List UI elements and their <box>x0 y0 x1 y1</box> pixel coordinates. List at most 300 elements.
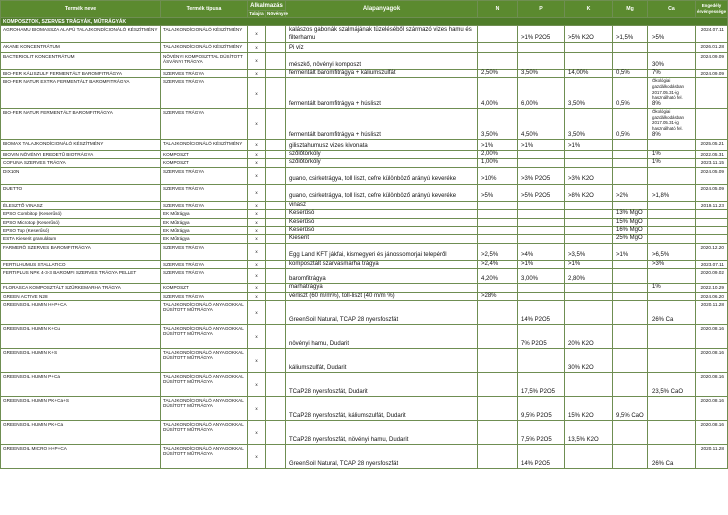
ca-cell <box>648 301 696 325</box>
product-name-cell: EPSO Combitop (Keserűsó) <box>1 210 161 218</box>
product-type-cell: KOMPOSZT <box>161 159 248 167</box>
table-row <box>1 78 728 109</box>
product-name-cell: BIOVIN NÖVÉNYI EREDETŰ BIOTRÁGYA <box>1 150 161 158</box>
k-cell: 3,50% <box>565 109 613 140</box>
table-row <box>1 218 728 226</box>
product-name-cell: GREEN ACTIVE N28 <box>1 292 161 300</box>
mg-cell: 9,5% CaO <box>613 397 648 421</box>
application-foliar-cell <box>266 325 286 349</box>
n-cell: 3,50% <box>478 109 518 140</box>
application-foliar-cell <box>266 159 286 167</box>
ca-cell <box>648 210 696 218</box>
application-soil-cell: x <box>248 421 266 445</box>
ca-value: 1% <box>652 159 661 166</box>
header-n: N <box>478 1 518 18</box>
n-cell: >2,4% <box>478 260 518 268</box>
product-name-cell: BIO-FER NATUR EXTRA FERMENTÁLT BAROMFITRÁGYA <box>1 78 161 109</box>
product-name-cell: GREENSOIL MICRO H+P+CA <box>1 445 161 469</box>
n-cell <box>478 349 518 373</box>
table-row <box>1 26 728 43</box>
p-cell <box>518 292 565 300</box>
product-name-cell: GREENSOIL HUMIN P+Ca <box>1 373 161 397</box>
n-cell: 4,20% <box>478 269 518 284</box>
application-foliar-cell <box>266 421 286 445</box>
product-type-cell: KOMPOSZT <box>161 284 248 292</box>
validity-date-cell: 2022.05.31 <box>696 150 728 158</box>
validity-date-cell: 2024.09.09 <box>696 70 728 78</box>
application-foliar-cell <box>266 109 286 140</box>
application-foliar-cell <box>266 53 286 70</box>
p-cell: 14% P2O5 <box>518 445 565 469</box>
k-cell: >8% K2O <box>565 184 613 201</box>
application-foliar-cell <box>266 397 286 421</box>
p-cell: >4% <box>518 243 565 260</box>
application-foliar-cell <box>266 260 286 268</box>
application-soil-cell: x <box>248 227 266 235</box>
mg-cell <box>613 445 648 469</box>
k-cell <box>565 201 613 209</box>
ingredients-cell: Keserűsó <box>286 210 478 218</box>
table-row <box>1 43 728 53</box>
n-cell <box>478 235 518 243</box>
mg-cell <box>613 159 648 167</box>
k-cell <box>565 292 613 300</box>
header-ca: Ca <box>648 1 696 18</box>
ingredients-cell: Keserűsó <box>286 227 478 235</box>
ingredients-cell: mészkő, növényi komposzt <box>286 53 478 70</box>
header-application: Alkalmazás <box>248 1 286 11</box>
ca-cell <box>648 325 696 349</box>
ca-value: >6,5% <box>652 252 670 259</box>
table-row <box>1 201 728 209</box>
application-soil-cell: x <box>248 53 266 70</box>
ca-cell <box>648 284 696 292</box>
ca-cell <box>648 184 696 201</box>
product-name-cell: COFUNA SZERVES TRÁGYA <box>1 159 161 167</box>
n-cell <box>478 218 518 226</box>
table-row <box>1 167 728 184</box>
application-soil-cell: x <box>248 167 266 184</box>
k-cell: 3,50% <box>565 78 613 109</box>
ingredients-cell: szőlőtörköly <box>286 159 478 167</box>
p-cell: 7,5% P2O5 <box>518 421 565 445</box>
header-validity: Engedély érvényessége <box>696 1 728 18</box>
product-name-cell: BIO-FER NATUR FERMENTÁLT BAROMFITRÁGYA <box>1 109 161 140</box>
table-row <box>1 70 728 78</box>
product-type-cell: TALAJKONDÍCIONÁLÓ ANYAGOKKAL DÚSÍTOTT MŰTRÁGYA <box>161 421 248 445</box>
application-foliar-cell <box>266 78 286 109</box>
header-application-foliar: Növényre <box>267 11 288 16</box>
validity-date-cell <box>696 218 728 226</box>
k-cell: >3% K2O <box>565 167 613 184</box>
n-cell: >10% <box>478 167 518 184</box>
product-type-cell: TALAJKONDÍCIONÁLÓ ANYAGOKKAL DÚSÍTOTT MŰTRÁGYA <box>161 373 248 397</box>
ca-value: 23,5% CaO <box>652 388 684 395</box>
product-type-cell: TALAJKONDÍCIONÁLÓ KÉSZÍTMÉNY <box>161 43 248 53</box>
p-cell: >5% P2O5 <box>518 184 565 201</box>
table-row <box>1 235 728 243</box>
product-type-cell: TALAJKONDÍCIONÁLÓ ANYAGOKKAL DÚSÍTOTT MŰTRÁGYA <box>161 325 248 349</box>
ingredients-cell: növényi hamu, Dudarit <box>286 325 478 349</box>
n-cell <box>478 325 518 349</box>
n-cell <box>478 43 518 53</box>
application-foliar-cell <box>266 201 286 209</box>
header-ingredients: Alapanyagok <box>286 1 478 18</box>
n-cell <box>478 397 518 421</box>
product-type-cell: SZERVES TRÁGYA <box>161 260 248 268</box>
validity-date-cell <box>696 210 728 218</box>
p-cell: 7% P2O5 <box>518 325 565 349</box>
product-name-cell: ESTA Kieserit granulátum <box>1 235 161 243</box>
p-cell <box>518 43 565 53</box>
application-soil-cell: x <box>248 184 266 201</box>
mg-cell <box>613 260 648 268</box>
validity-date-cell: 2024.06.20 <box>696 292 728 300</box>
application-foliar-cell <box>266 292 286 300</box>
p-cell <box>518 159 565 167</box>
k-cell <box>565 218 613 226</box>
ca-cell <box>648 109 696 140</box>
k-cell: 15% K2O <box>565 397 613 421</box>
ca-cell <box>648 349 696 373</box>
product-name-cell: FARMERÖ SZERVES BAROMFITRÁGYA <box>1 243 161 260</box>
ingredients-cell: kalászos gabonák szalmájának tüzeléséből származó vizes hamu és filterhamu <box>286 26 478 43</box>
table-row <box>1 349 728 373</box>
ca-value: 1% <box>652 150 661 157</box>
mg-cell <box>613 284 648 292</box>
product-name-cell: BIO-FER KÁLISZULF FERMENTÁLT BAROMFITRÁGYA <box>1 70 161 78</box>
ca-cell <box>648 260 696 268</box>
application-soil-cell: x <box>248 210 266 218</box>
ca-value: 30% <box>652 61 665 68</box>
application-foliar-cell <box>266 373 286 397</box>
validity-date-cell: 2020.08.16 <box>696 397 728 421</box>
ca-cell <box>648 201 696 209</box>
table-row <box>1 421 728 445</box>
n-cell <box>478 445 518 469</box>
product-type-cell: SZERVES TRÁGYA <box>161 70 248 78</box>
ingredients-cell: TCaP28 nyersfoszfát, Dudarit <box>286 373 478 397</box>
mg-cell <box>613 43 648 53</box>
table-row <box>1 184 728 201</box>
k-cell <box>565 235 613 243</box>
k-cell: >3,5% <box>565 243 613 260</box>
ca-cell <box>648 159 696 167</box>
table-row <box>1 269 728 284</box>
header-mg: Mg <box>613 1 648 18</box>
product-type-cell: TALAJKONDÍCIONÁLÓ ANYAGOKKAL DÚSÍTOTT MŰTRÁGYA <box>161 397 248 421</box>
k-cell <box>565 43 613 53</box>
application-foliar-cell <box>266 349 286 373</box>
application-soil-cell: x <box>248 26 266 43</box>
k-cell: 30% K2O <box>565 349 613 373</box>
ca-value: 26% Ca <box>652 316 674 323</box>
validity-date-cell: 2019.11.23 <box>696 201 728 209</box>
ca-value: >1,8% <box>652 193 670 200</box>
application-soil-cell: x <box>248 218 266 226</box>
application-soil-cell: x <box>248 325 266 349</box>
n-cell: >5% <box>478 184 518 201</box>
ca-cell <box>648 243 696 260</box>
p-cell <box>518 53 565 70</box>
ca-note: Ökológiai gazdálkodásban 2017.05.31-ig használható fel. <box>652 78 684 101</box>
product-name-cell: GREENSOIL HUMIN K+S <box>1 349 161 373</box>
table-row <box>1 210 728 218</box>
validity-date-cell: 2025.05.21 <box>696 139 728 150</box>
section-row <box>1 18 728 26</box>
table-row <box>1 159 728 167</box>
mg-cell <box>613 421 648 445</box>
n-cell <box>478 373 518 397</box>
ca-value: >5% <box>652 34 665 41</box>
header-p: P <box>518 1 565 18</box>
application-soil-cell: x <box>248 159 266 167</box>
ingredients-cell: komposztált szarvasmarha trágya <box>286 260 478 268</box>
mg-cell <box>613 373 648 397</box>
k-cell <box>565 373 613 397</box>
n-cell: 1,00% <box>478 159 518 167</box>
mg-cell: 13% MgO <box>613 210 648 218</box>
product-name-cell: ÉLESZTŐ VINASZ <box>1 201 161 209</box>
ca-cell <box>648 269 696 284</box>
ingredients-cell: fermentált baromfitrágya + húsliszt <box>286 78 478 109</box>
ca-value: >3% <box>652 260 665 267</box>
ingredients-cell: guano, csirketrágya, toll liszt, cefre különböző arányú keveréke <box>286 184 478 201</box>
ingredients-cell: GreenSoil Natural, TCAP 28 nyersfoszfát <box>286 445 478 469</box>
k-cell: >1% <box>565 139 613 150</box>
mg-cell <box>613 150 648 158</box>
application-soil-cell: x <box>248 284 266 292</box>
ca-value: 26% Ca <box>652 460 674 467</box>
n-cell <box>478 210 518 218</box>
product-name-cell: FLORASCA KOMPOSZTÁLT SZÜRKEMARHA TRÁGYA <box>1 284 161 292</box>
k-cell: 13,5% K2O <box>565 421 613 445</box>
mg-cell: >2% <box>613 184 648 201</box>
ingredients-cell: baromfitrágya <box>286 269 478 284</box>
product-name-cell: GREENSOIL HUMIN PK+Ca <box>1 421 161 445</box>
validity-date-cell <box>696 109 728 140</box>
ca-value: 8% <box>652 131 661 138</box>
ca-cell <box>648 421 696 445</box>
ingredients-cell: TCaP28 nyersfoszfát, káliumszulfát, Dudarit <box>286 397 478 421</box>
application-soil-cell: x <box>248 445 266 469</box>
application-soil-cell: x <box>248 109 266 140</box>
product-type-cell: TALAJKONDÍCIONÁLÓ ANYAGOKKAL DÚSÍTOTT MŰTRÁGYA <box>161 445 248 469</box>
product-type-cell: EK Műtrágya <box>161 218 248 226</box>
ca-value: 1% <box>652 284 661 291</box>
ingredients-cell: Pi víz <box>286 43 478 53</box>
k-cell: >5% K2O <box>565 26 613 43</box>
product-name-cell: BIOMAX TALAJKONDÍCIONÁLÓ KÉSZÍTMÉNY <box>1 139 161 150</box>
application-foliar-cell <box>266 301 286 325</box>
application-soil-cell: x <box>248 70 266 78</box>
product-type-cell: EK Műtrágya <box>161 210 248 218</box>
table-row <box>1 301 728 325</box>
ca-cell <box>648 397 696 421</box>
ca-note: Ökológiai gazdálkodásban 2017.05.31-ig használható fel. <box>652 109 684 131</box>
ca-value: 7% <box>652 70 661 76</box>
table-row <box>1 227 728 235</box>
table-row <box>1 292 728 300</box>
product-name-cell: FERTIPLUS NPK 4-3-3 BAROMFI SZERVES TRÁGYA PELLET <box>1 269 161 284</box>
ca-value: 8% <box>652 100 661 107</box>
ca-cell <box>648 53 696 70</box>
application-soil-cell: x <box>248 150 266 158</box>
application-soil-cell: x <box>248 373 266 397</box>
validity-date-cell: 2020.08.16 <box>696 373 728 397</box>
n-cell: >2,5% <box>478 243 518 260</box>
n-cell <box>478 26 518 43</box>
application-soil-cell: x <box>248 349 266 373</box>
header-k: K <box>565 1 613 18</box>
product-name-cell: GREENSOIL HUMIN H+P+CA <box>1 301 161 325</box>
product-type-cell: KOMPOSZT <box>161 150 248 158</box>
ingredients-cell: vérliszt (60 m/m%), toll-liszt (40 m/m %) <box>286 292 478 300</box>
n-cell: 2,00% <box>478 150 518 158</box>
table-row <box>1 243 728 260</box>
p-cell <box>518 235 565 243</box>
ca-cell <box>648 26 696 43</box>
mg-cell <box>613 301 648 325</box>
ingredients-cell: Egg Land KFT jákfai, kismegyeri és jánossomorjai telepéről <box>286 243 478 260</box>
ca-cell <box>648 139 696 150</box>
product-type-cell: NÖVÉNYI KOMPOSZTTAL DÚSÍTOTT ÁSVÁNYI TRÁGYA <box>161 53 248 70</box>
p-cell <box>518 210 565 218</box>
header-product-type: Termék típusa <box>161 1 248 18</box>
ca-cell <box>648 167 696 184</box>
k-cell: 2,80% <box>565 269 613 284</box>
application-soil-cell: x <box>248 201 266 209</box>
table-row <box>1 397 728 421</box>
validity-date-cell: 2020.11.28 <box>696 301 728 325</box>
ingredients-cell: marhatrágya <box>286 284 478 292</box>
product-type-cell: SZERVES TRÁGYA <box>161 184 248 201</box>
ingredients-cell: Keserűsó <box>286 218 478 226</box>
n-cell <box>478 53 518 70</box>
table-row <box>1 445 728 469</box>
mg-cell <box>613 292 648 300</box>
application-foliar-cell <box>266 445 286 469</box>
p-cell: 4,50% <box>518 109 565 140</box>
mg-cell: 0,5% <box>613 70 648 78</box>
product-name-cell: EPSO Microtop (Keserűsó) <box>1 218 161 226</box>
product-type-cell: TALAJKONDÍCIONÁLÓ ANYAGOKKAL DÚSÍTOTT MŰTRÁGYA <box>161 349 248 373</box>
ca-cell <box>648 235 696 243</box>
product-name-cell: FERTILHUMUS STALLATICO <box>1 260 161 268</box>
p-cell <box>518 150 565 158</box>
application-soil-cell: x <box>248 269 266 284</box>
table-row <box>1 139 728 150</box>
application-foliar-cell <box>266 243 286 260</box>
k-cell <box>565 53 613 70</box>
application-foliar-cell <box>266 227 286 235</box>
ingredients-cell: szőlőtörköly <box>286 150 478 158</box>
validity-date-cell <box>696 227 728 235</box>
k-cell: 14,00% <box>565 70 613 78</box>
k-cell <box>565 301 613 325</box>
n-cell <box>478 284 518 292</box>
product-type-cell: SZERVES TRÁGYA <box>161 167 248 184</box>
p-cell: 17,5% P2O5 <box>518 373 565 397</box>
p-cell <box>518 284 565 292</box>
product-name-cell: GREENSOIL HUMIN K+Cu <box>1 325 161 349</box>
header-application-soil: Talajra <box>249 11 264 16</box>
application-foliar-cell <box>266 43 286 53</box>
n-cell <box>478 227 518 235</box>
product-type-cell: TALAJKONDÍCIONÁLÓ ANYAGOKKAL DÚSÍTOTT MŰTRÁGYA <box>161 301 248 325</box>
application-soil-cell: x <box>248 301 266 325</box>
p-cell: >1% P2O5 <box>518 26 565 43</box>
application-foliar-cell <box>266 167 286 184</box>
ca-cell <box>648 43 696 53</box>
product-type-cell: TALAJKONDÍCIONÁLÓ KÉSZÍTMÉNY <box>161 139 248 150</box>
mg-cell <box>613 349 648 373</box>
ingredients-cell: TCaP28 nyersfoszfát, növényi hamu, Dudarit <box>286 421 478 445</box>
table-body <box>1 18 728 469</box>
k-cell: >1% <box>565 260 613 268</box>
mg-cell <box>613 269 648 284</box>
application-foliar-cell <box>266 218 286 226</box>
table-row <box>1 109 728 140</box>
table-row <box>1 373 728 397</box>
validity-date-cell: 2022.10.29 <box>696 284 728 292</box>
p-cell: 3,00% <box>518 269 565 284</box>
mg-cell <box>613 53 648 70</box>
product-name-cell: AKANE KONCENTRÁTUM <box>1 43 161 53</box>
p-cell: 3,50% <box>518 70 565 78</box>
product-type-cell: SZERVES TRÁGYA <box>161 269 248 284</box>
p-cell: >1% <box>518 260 565 268</box>
application-foliar-cell <box>266 210 286 218</box>
validity-date-cell: 2020.08.16 <box>696 421 728 445</box>
n-cell: >1% <box>478 139 518 150</box>
ca-cell <box>648 70 696 78</box>
p-cell: 9,5% P2O5 <box>518 397 565 421</box>
mg-cell: 15% MgO <box>613 218 648 226</box>
mg-cell: >1% <box>613 243 648 260</box>
validity-date-cell: 2024.09.09 <box>696 53 728 70</box>
table-header <box>1 1 728 18</box>
mg-cell <box>613 167 648 184</box>
product-name-cell: AGROHAMU BIOMASSZA ALAPÚ TALAJKONDÍCIONÁLÓ KÉSZÍTMÉNY <box>1 26 161 43</box>
ca-cell <box>648 227 696 235</box>
ca-cell <box>648 78 696 109</box>
product-name-cell: DIX10N <box>1 167 161 184</box>
product-name-cell: BACTERIOLIT KONCENTRÁTUM <box>1 53 161 70</box>
p-cell: >1% <box>518 139 565 150</box>
validity-date-cell: 2020.08.16 <box>696 349 728 373</box>
table-row <box>1 53 728 70</box>
application-soil-cell: x <box>248 292 266 300</box>
ingredients-cell: káliumszulfát, Dudarit <box>286 349 478 373</box>
k-cell <box>565 210 613 218</box>
ca-cell <box>648 373 696 397</box>
k-cell <box>565 159 613 167</box>
ingredients-cell: fermentált baromfitrágya + húsliszt <box>286 109 478 140</box>
validity-date-cell: 2020.09.02 <box>696 269 728 284</box>
validity-date-cell: 2024.05.09 <box>696 184 728 201</box>
application-foliar-cell <box>266 284 286 292</box>
validity-date-cell: 2026.01.28 <box>696 43 728 53</box>
section-title: KOMPOSZTOK, SZERVES TRÁGYÁK, MŰTRÁGYÁK <box>1 18 728 26</box>
table-row <box>1 284 728 292</box>
ingredients-cell: guano, csirketrágya, toll liszt, cefre különböző arányú keveréke <box>286 167 478 184</box>
product-type-cell: EK Műtrágya <box>161 235 248 243</box>
p-cell <box>518 349 565 373</box>
mg-cell: 0,5% <box>613 109 648 140</box>
application-soil-cell: x <box>248 260 266 268</box>
n-cell <box>478 301 518 325</box>
